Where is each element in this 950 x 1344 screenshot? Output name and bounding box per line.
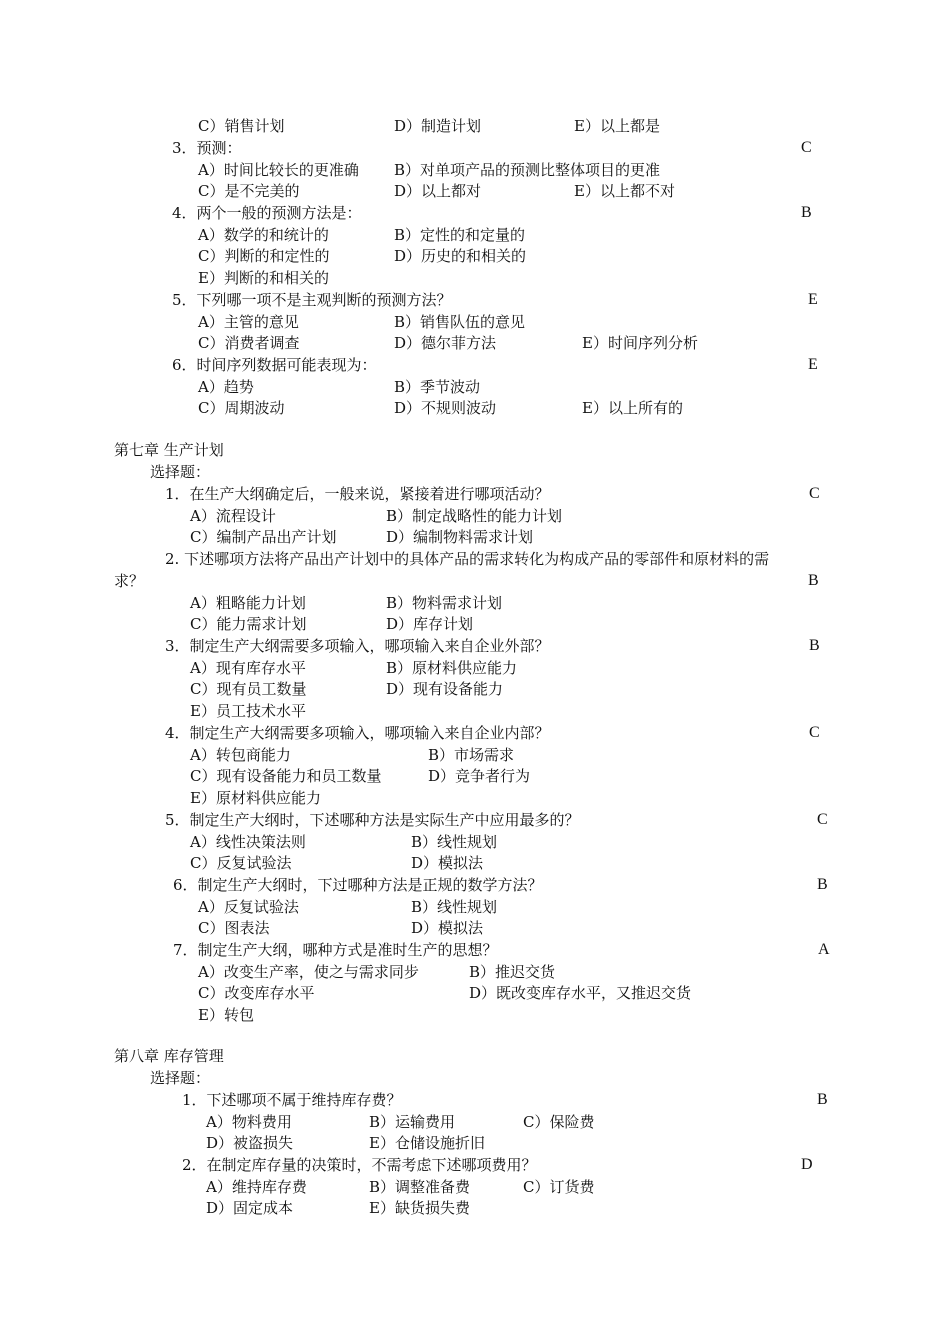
option: A）维持库存费 xyxy=(206,1178,307,1196)
option: C）能力需求计划 xyxy=(190,615,307,633)
answer-key: B xyxy=(801,204,812,221)
option: C）周期波动 xyxy=(198,399,285,417)
answer-key: C xyxy=(801,139,812,156)
option: C）图表法 xyxy=(198,919,270,937)
option: C）订货费 xyxy=(523,1178,595,1196)
option: D）德尔菲方法 xyxy=(394,334,497,352)
answer-key: A xyxy=(818,941,830,958)
option: B）市场需求 xyxy=(428,746,515,764)
option: C）判断的和定性的 xyxy=(198,247,330,265)
option: B）对单项产品的预测比整体项目的更准 xyxy=(394,161,661,179)
option: C）是不完美的 xyxy=(198,182,300,200)
option: C）消费者调查 xyxy=(198,334,300,352)
question-stem: 1．在生产大纲确定后，一般来说，紧接着进行哪项活动？ xyxy=(165,485,550,503)
option: A）现有库存水平 xyxy=(190,659,306,677)
option: B）定性的和定量的 xyxy=(394,226,526,244)
option: A）线性决策法则 xyxy=(190,833,306,851)
question-stem: 2. 下述哪项方法将产品出产计划中的具体产品的需求转化为构成产品的零部件和原材料的需 xyxy=(165,550,770,568)
option: E）时间序列分析 xyxy=(582,334,698,352)
question-stem: 5．下列哪一项不是主观判断的预测方法？ xyxy=(172,291,452,309)
option: D）模拟法 xyxy=(411,919,484,937)
chapter-title: 第七章 生产计划 xyxy=(114,441,224,459)
option: E）判断的和相关的 xyxy=(198,269,329,287)
option: C）现有设备能力和员工数量 xyxy=(190,767,382,785)
option: C）编制产品出产计划 xyxy=(190,528,337,546)
answer-key: C xyxy=(809,485,820,502)
answer-key: B xyxy=(817,876,828,893)
option: D）不规则波动 xyxy=(394,399,497,417)
option: B）线性规划 xyxy=(411,833,498,851)
option: A）物料费用 xyxy=(206,1113,292,1131)
question-stem: 6．制定生产大纲时，下过哪种方法是正规的数学方法？ xyxy=(173,876,543,894)
option: B）线性规划 xyxy=(411,898,498,916)
question-stem: 2．在制定库存量的决策时，不需考虑下述哪项费用？ xyxy=(182,1156,537,1174)
question-stem: 4．两个一般的预测方法是： xyxy=(172,204,362,222)
option: D）以上都对 xyxy=(394,182,482,200)
answer-key: E xyxy=(808,291,818,308)
option: E）缺货损失费 xyxy=(369,1199,470,1217)
option: C）现有员工数量 xyxy=(190,680,307,698)
answer-key: B xyxy=(808,572,819,589)
option: A）数学的和统计的 xyxy=(198,226,329,244)
option: E）原材料供应能力 xyxy=(190,789,321,807)
option: D）编制物料需求计划 xyxy=(386,528,534,546)
option: B）季节波动 xyxy=(394,378,481,396)
option: E）员工技术水平 xyxy=(190,702,306,720)
option: B）调整准备费 xyxy=(369,1178,471,1196)
option: D）制造计划 xyxy=(394,117,482,135)
option: E）转包 xyxy=(198,1006,254,1024)
answer-key: C xyxy=(809,724,820,741)
section-label: 选择题： xyxy=(150,1069,211,1087)
option: D）现有设备能力 xyxy=(386,680,504,698)
option: E）以上都不对 xyxy=(574,182,675,200)
answer-key: E xyxy=(808,356,818,373)
answer-key: B xyxy=(809,637,820,654)
option: C）反复试验法 xyxy=(190,854,292,872)
answer-key: C xyxy=(817,811,828,828)
option: A）转包商能力 xyxy=(190,746,291,764)
option: E）以上都是 xyxy=(574,117,660,135)
option: A）主管的意见 xyxy=(198,313,299,331)
question-stem: 1．下述哪项不属于维持库存费？ xyxy=(182,1091,402,1109)
section-label: 选择题： xyxy=(150,463,211,481)
option: D）固定成本 xyxy=(206,1199,294,1217)
option: A）反复试验法 xyxy=(198,898,299,916)
question-stem: 3．预测： xyxy=(172,139,242,157)
option: D）模拟法 xyxy=(411,854,484,872)
option: E）以上所有的 xyxy=(582,399,683,417)
answer-key: D xyxy=(801,1156,813,1173)
option: D）历史的和相关的 xyxy=(394,247,527,265)
question-stem: 7．制定生产大纲，哪种方式是准时生产的思想？ xyxy=(173,941,498,959)
option: B）物料需求计划 xyxy=(386,594,503,612)
option: B）制定战略性的能力计划 xyxy=(386,507,563,525)
option: D）既改变库存水平，又推迟交货 xyxy=(469,984,692,1002)
option: A）粗略能力计划 xyxy=(190,594,306,612)
option: A）改变生产率，使之与需求同步 xyxy=(198,963,419,981)
option: E）仓储设施折旧 xyxy=(369,1134,485,1152)
option: C）销售计划 xyxy=(198,117,285,135)
question-stem-continuation: 求？ xyxy=(114,572,145,590)
question-stem: 4．制定生产大纲需要多项输入，哪项输入来自企业内部？ xyxy=(165,724,550,742)
option: B）销售队伍的意见 xyxy=(394,313,526,331)
chapter-title: 第八章 库存管理 xyxy=(114,1047,224,1065)
question-stem: 5．制定生产大纲时，下述哪种方法是实际生产中应用最多的？ xyxy=(165,811,580,829)
option: C）保险费 xyxy=(523,1113,595,1131)
option: D）竞争者行为 xyxy=(428,767,531,785)
option: D）库存计划 xyxy=(386,615,474,633)
option: B）原材料供应能力 xyxy=(386,659,518,677)
option: A）时间比较长的更准确 xyxy=(198,161,359,179)
option: B）运输费用 xyxy=(369,1113,456,1131)
option: A）趋势 xyxy=(198,378,254,396)
option: C）改变库存水平 xyxy=(198,984,315,1002)
option: A）流程设计 xyxy=(190,507,276,525)
option: D）被盗损失 xyxy=(206,1134,294,1152)
question-stem: 6．时间序列数据可能表现为： xyxy=(172,356,377,374)
question-stem: 3．制定生产大纲需要多项输入，哪项输入来自企业外部？ xyxy=(165,637,550,655)
answer-key: B xyxy=(817,1091,828,1108)
option: B）推迟交货 xyxy=(469,963,556,981)
